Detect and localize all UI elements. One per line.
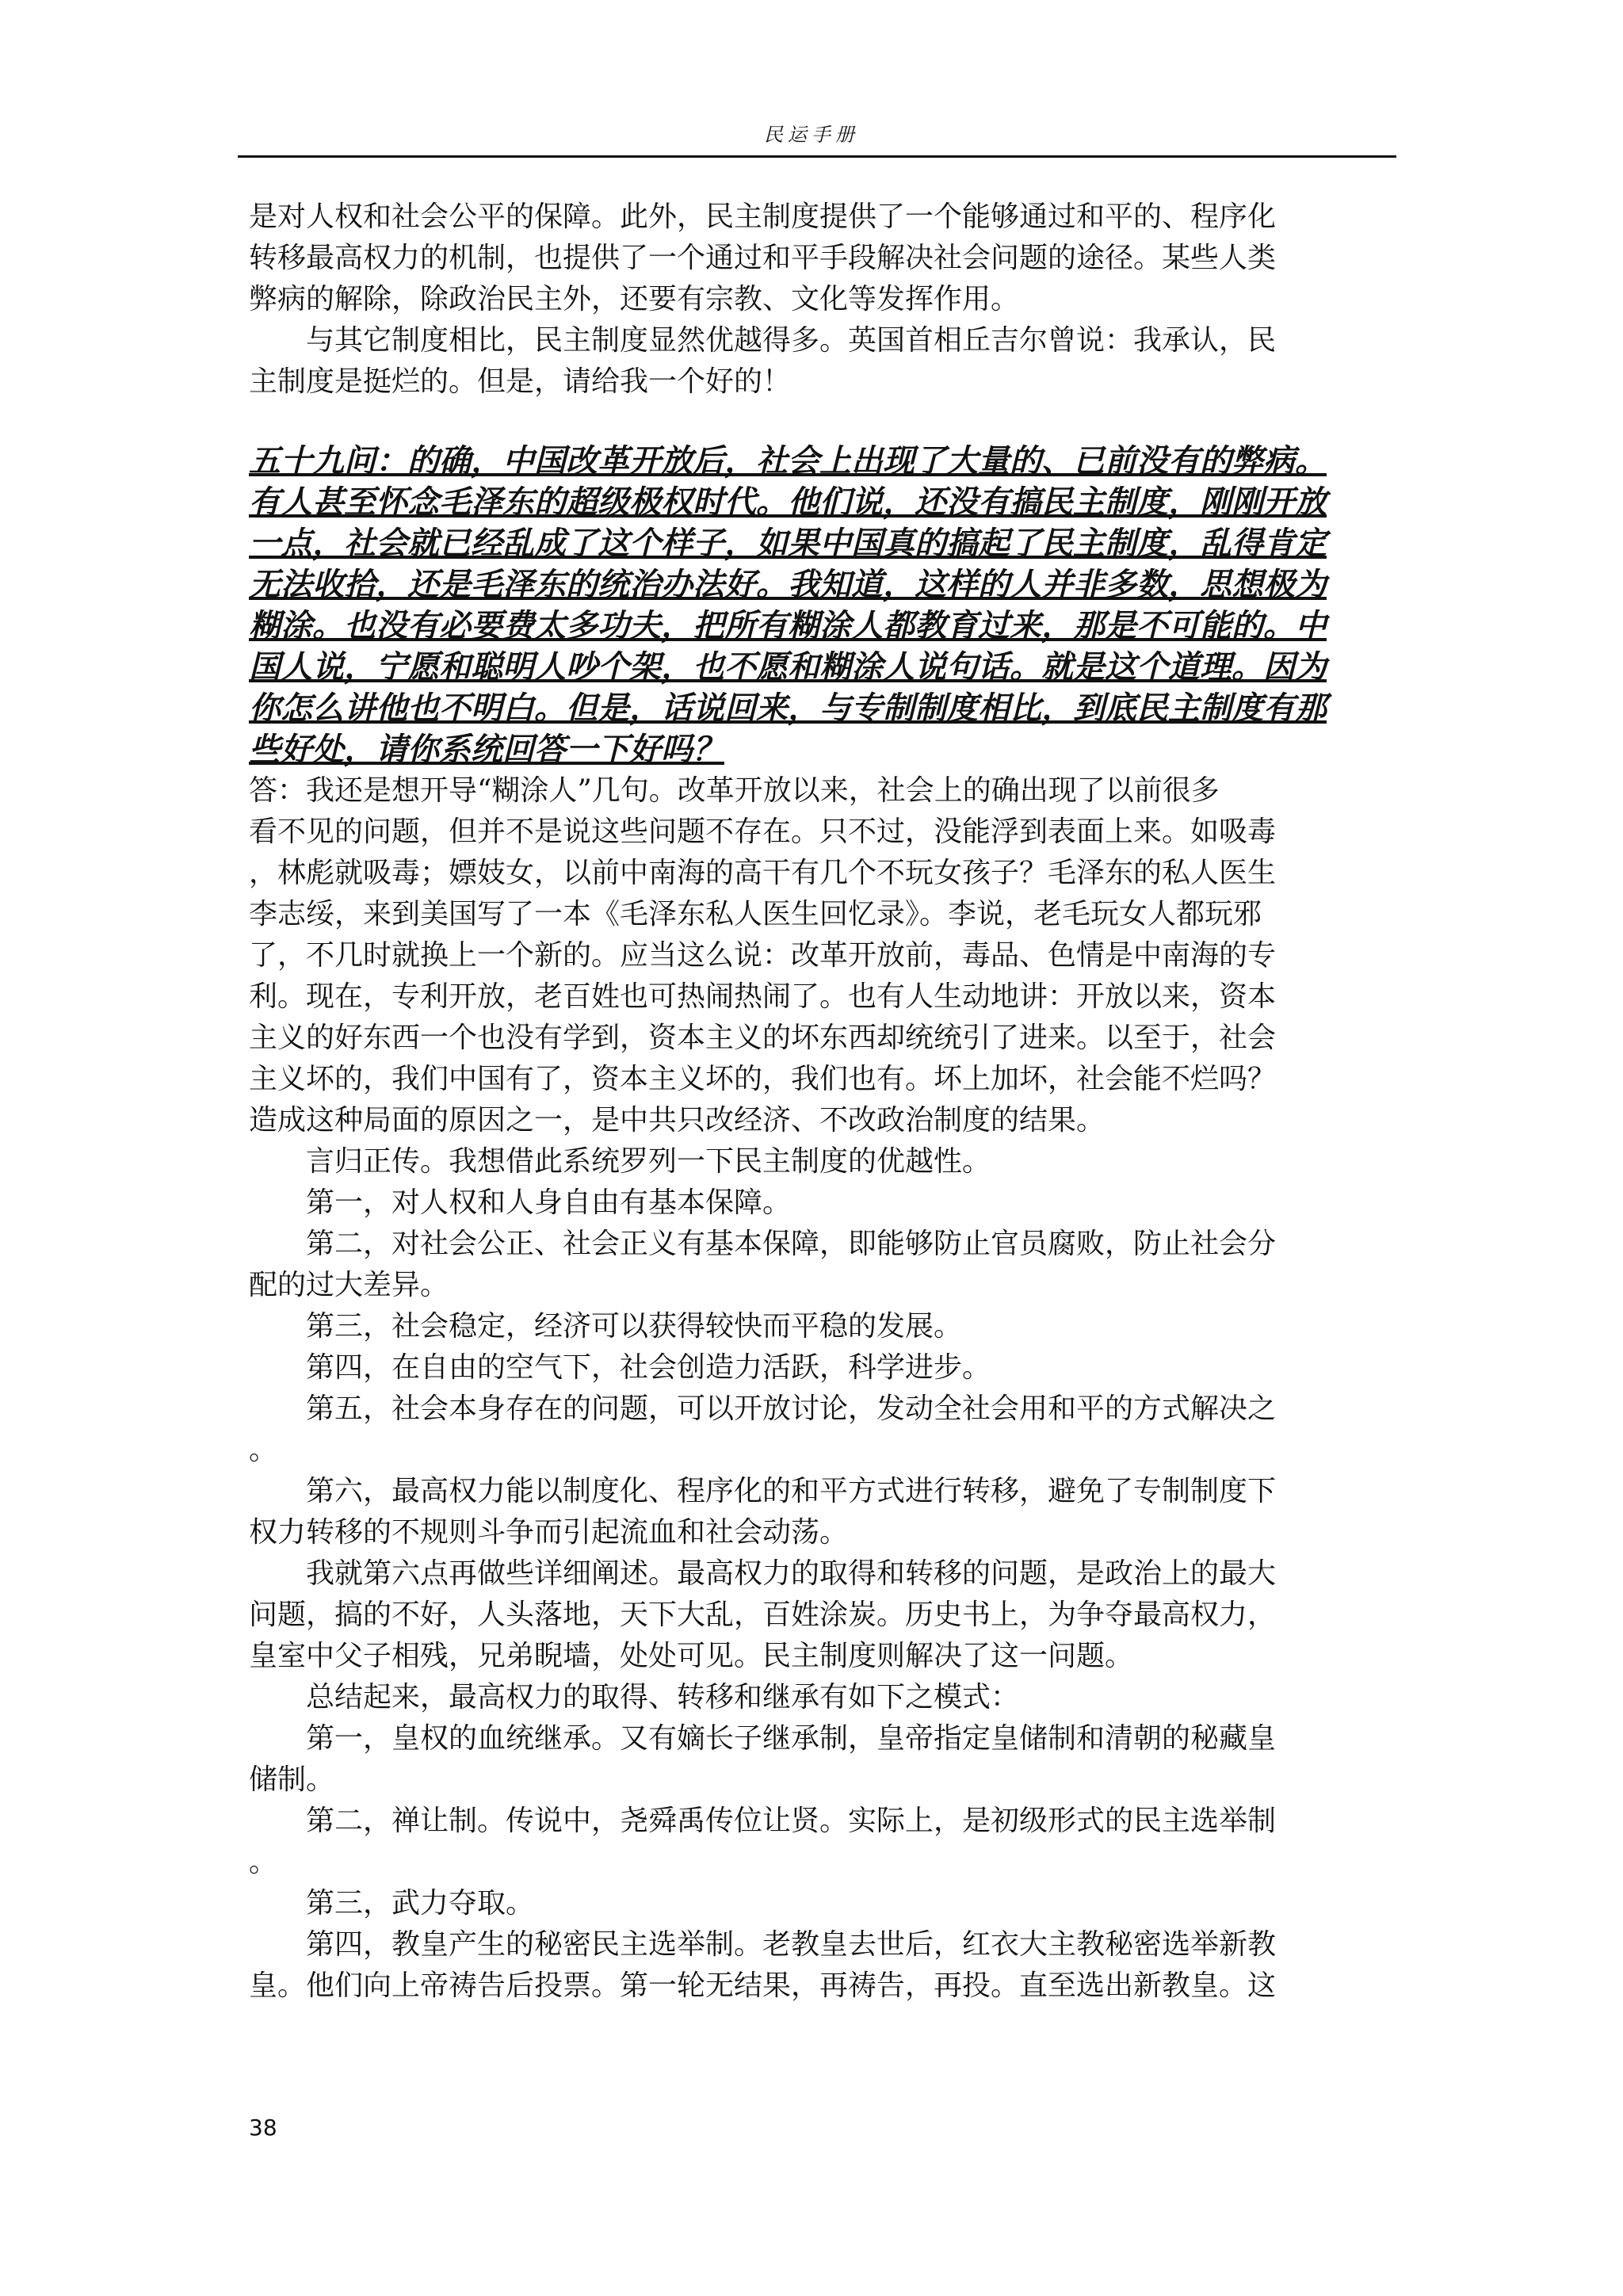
- intro-paragraphs: [249, 197, 1304, 403]
- answer-block: [249, 770, 1304, 2007]
- question-line: 无法收拾，还是毛泽东的统治办法好。我知道，这样的人并非多数，思想极为: [249, 566, 1327, 603]
- answer-line: 皇。他们向上帝祷告后投票。第一轮无结果，再祷告，再投。直至选出新教皇。这: [249, 1969, 1277, 2002]
- question-line: 糊涂。也没有必要费太多功夫，把所有糊涂人都教育过来，那是不可能的。中: [249, 607, 1327, 644]
- question-line: 五十九问：的确，中国改革开放后，社会上出现了大量的、已前没有的弊病。: [249, 442, 1327, 479]
- answer-line: 第二，禅让制。传说中，尧舜禹传位让贤。实际上，是初级形式的民主选举制: [306, 1805, 1277, 1837]
- answer-line: 主义坏的，我们中国有了，资本主义坏的，我们也有。坏上加坏，社会能不烂吗？: [249, 1063, 1277, 1095]
- page-number: 38: [249, 2115, 277, 2141]
- answer-line: 。: [249, 1846, 278, 1878]
- question-block: [249, 441, 1327, 770]
- answer-line: 储制。: [249, 1763, 335, 1796]
- answer-line: 第三，社会稳定，经济可以获得较快而平稳的发展。: [306, 1310, 963, 1343]
- answer-line: 第六，最高权力能以制度化、程序化的和平方式进行转移，避免了专制制度下: [306, 1475, 1277, 1507]
- answer-line: 言归正传。我想借此系统罗列一下民主制度的优越性。: [306, 1145, 991, 1178]
- page-body: [249, 197, 1327, 2007]
- answer-line: 主义的好东西一个也没有学到，资本主义的坏东西却统统引了进来。以至于，社会: [249, 1022, 1277, 1054]
- question-line: 国人说，宁愿和聪明人吵个架，也不愿和糊涂人说句话。就是这个道理。因为: [249, 648, 1327, 686]
- question-line: 有人甚至怀念毛泽东的超级极权时代。他们说，还没有搞民主制度，刚刚开放: [249, 483, 1327, 521]
- paragraph-gap: [249, 403, 1304, 441]
- answer-line: 皇室中父子相残，兄弟睨墙，处处可见。民主制度则解决了这一问题。: [249, 1640, 1134, 1672]
- answer-line: 总结起来，最高权力的取得、转移和继承有如下之模式：: [306, 1681, 1020, 1713]
- answer-line: 造成这种局面的原因之一，是中共只改经济、不改政治制度的结果。: [249, 1104, 1106, 1137]
- answer-line: 第一，皇权的血统继承。又有嫡长子继承制，皇帝指定皇储制和清朝的秘藏皇: [306, 1722, 1277, 1755]
- answer-line: 配的过大差异。: [249, 1269, 449, 1301]
- answer-line: 我就第六点再做些详细阐述。最高权力的取得和转移的问题，是政治上的最大: [306, 1557, 1277, 1590]
- text-line: 弊病的解除，除政治民主外，还要有宗教、文化等发挥作用。: [249, 283, 1020, 315]
- text-line: 是对人权和社会公平的保障。此外，民主制度提供了一个能够通过和平的、程序化: [249, 201, 1277, 233]
- running-header: 民运手册: [764, 124, 859, 146]
- answer-line: 。: [249, 1434, 278, 1466]
- question-line: 一点，社会就已经乱成了这个样子，如果中国真的搞起了民主制度，乱得肯定: [249, 525, 1327, 562]
- answer-line: 第二，对社会公正、社会正义有基本保障，即能够防止官员腐败，防止社会分: [306, 1228, 1277, 1260]
- question-line: 些好处，请你系统回答一下好吗？: [249, 731, 724, 768]
- answer-line: 李志绥，来到美国写了一本《毛泽东私人医生回忆录》。李说，老毛玩女人都玩邪: [249, 898, 1262, 930]
- text-line: 与其它制度相比，民主制度显然优越得多。英国首相丘吉尔曾说：我承认，民: [306, 324, 1277, 357]
- header-rule: [238, 155, 1396, 158]
- answer-line: 答：我还是想开导“糊涂人”几句。改革开放以来，社会上的确出现了以前很多: [249, 774, 1220, 807]
- answer-line: 看不见的问题，但并不是说这些问题不存在。只不过，没能浮到表面上来。如吸毒: [249, 816, 1277, 848]
- question-line: 你怎么讲他也不明白。但是，话说回来，与专制制度相比，到底民主制度有那: [249, 690, 1327, 727]
- answer-line: 了，不几时就换上一个新的。应当这么说：改革开放前，毒品、色情是中南海的专: [249, 939, 1277, 972]
- answer-line: 第四，教皇产生的秘密民主选举制。老教皇去世后，红衣大主教秘密选举新教: [306, 1928, 1277, 1961]
- answer-line: 第一，对人权和人身自由有基本保障。: [306, 1186, 792, 1219]
- answer-line: ，林彪就吸毒；嫖妓女，以前中南海的高干有几个不玩女孩子？毛泽东的私人医生: [249, 857, 1277, 889]
- answer-line: 利。现在，专利开放，老百姓也可热闹热闹了。也有人生动地讲：开放以来，资本: [249, 980, 1277, 1013]
- answer-line: 第五，社会本身存在的问题，可以开放讨论，发动全社会用和平的方式解决之: [306, 1392, 1277, 1425]
- answer-line: 第四，在自由的空气下，社会创造力活跃，科学进步。: [306, 1351, 991, 1384]
- text-line: 转移最高权力的机制，也提供了一个通过和平手段解决社会问题的途径。某些人类: [249, 242, 1277, 274]
- answer-line: 权力转移的不规则斗争而引起流血和社会动荡。: [249, 1516, 849, 1549]
- answer-line: 问题，搞的不好，人头落地，天下大乱，百姓涂炭。历史书上，为争夺最高权力，: [249, 1599, 1277, 1631]
- text-line: 主制度是挺烂的。但是，请给我一个好的！: [249, 365, 792, 398]
- answer-line: 第三，武力夺取。: [306, 1887, 535, 1920]
